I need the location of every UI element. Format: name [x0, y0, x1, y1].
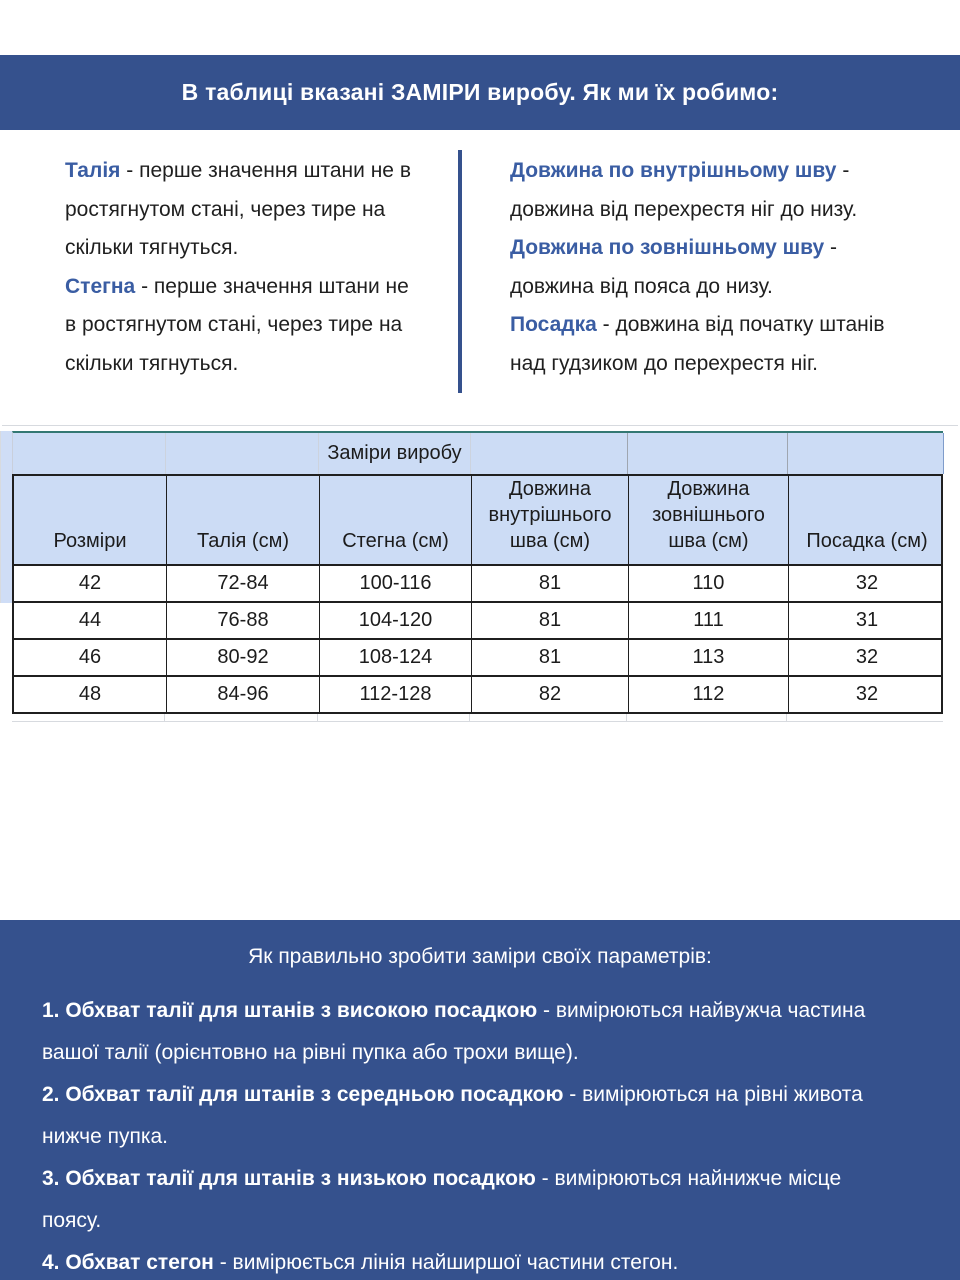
definition-text: - довжина від початку штанів [596, 313, 885, 336]
definitions-left-column [65, 152, 411, 383]
instructions-title: Як правильно зробити заміри своїх параметрів: [248, 945, 712, 968]
instruction-text: нижче пупка. [42, 1125, 168, 1148]
table-cell: 31 [855, 609, 879, 631]
column-header: Розміри [14, 476, 167, 564]
table-cell [471, 433, 628, 474]
table-body [12, 474, 943, 714]
definition-line [510, 268, 885, 307]
instruction-text: поясу. [42, 1209, 102, 1232]
instruction-line [42, 1200, 940, 1242]
table-cell [13, 433, 166, 474]
table-row [14, 677, 941, 712]
table-row [14, 640, 941, 677]
table-cell: 110 [629, 566, 789, 601]
table-cell: 32 [855, 646, 879, 668]
column-header: Посадка (см) [806, 530, 928, 552]
definition-text: - [824, 236, 838, 259]
definition-term: Довжина по зовнішньому шву [510, 236, 825, 259]
column-header: Довжина внутрішнього шва (см) [472, 476, 629, 564]
definition-text: ростягнутом стані, через тире на [65, 197, 386, 221]
instruction-line [42, 1158, 940, 1200]
table-cell: 108-124 [320, 640, 472, 675]
definition-text: - перше значення штани не [135, 274, 409, 298]
definition-text: - перше значення штани не в [120, 159, 411, 182]
table-cell: 113 [629, 640, 789, 675]
definition-line [510, 191, 885, 230]
table-cell: 46 [14, 640, 167, 675]
instruction-lead: 2. Обхват талії для штанів з середньою посадкою [42, 1083, 564, 1106]
definition-term: Довжина по внутрішньому шву [510, 159, 837, 182]
size-table [12, 431, 943, 714]
instructions-list [42, 990, 940, 1280]
definition-term: Стегна [65, 274, 136, 298]
definition-line [65, 345, 411, 384]
table-cell [628, 433, 788, 474]
table-cell: 84-96 [167, 677, 320, 712]
table-cell: 81 [472, 640, 629, 675]
definition-text: в ростягнутом стані, через тире на [65, 313, 403, 336]
definitions-right-column [510, 152, 885, 383]
definition-line [65, 306, 411, 345]
vertical-divider [458, 150, 462, 393]
table-header-row [14, 476, 941, 566]
page-title: В таблиці вказані ЗАМІРИ виробу. Як ми їх робимо: [181, 79, 779, 105]
table-cell: 80-92 [167, 640, 320, 675]
instruction-text: вашої талії (орієнтовно на рівні пупка або трохи вище). [42, 1041, 579, 1064]
table-cell: 104-120 [320, 603, 472, 638]
table-cell: 48 [14, 677, 167, 712]
instruction-line [42, 990, 940, 1032]
table-cell [788, 433, 944, 474]
table-cell: 100-116 [320, 566, 472, 601]
instruction-text: - вимірюються найнижче місце [535, 1167, 842, 1190]
instructions-band [0, 920, 960, 1280]
size-table-section [0, 425, 960, 722]
table-cell: 111 [629, 603, 789, 638]
definition-text: скільки тягнуться. [65, 351, 239, 375]
table-cell: 72-84 [167, 566, 320, 601]
instruction-lead: 1. Обхват талії для штанів з високою посадкою [42, 999, 538, 1022]
instruction-lead: 4. Обхват стегон [42, 1251, 214, 1274]
definitions-section [0, 130, 960, 425]
table-row [14, 566, 941, 603]
instruction-line [42, 1116, 940, 1158]
definition-term: Посадка [510, 313, 597, 336]
column-header: Талія (см) [167, 476, 320, 564]
definition-term: Талія [65, 159, 121, 182]
definition-line [65, 268, 411, 307]
column-header: Довжина зовнішнього шва (см) [629, 476, 789, 564]
table-row [14, 603, 941, 640]
definition-line [65, 191, 411, 230]
table-cell: 81 [472, 566, 629, 601]
definition-line [510, 306, 885, 345]
table-cell [166, 433, 319, 474]
definition-line [65, 152, 411, 191]
instruction-text: - вимірюються на рівні живота [563, 1083, 863, 1106]
column-header: Стегна (см) [320, 476, 472, 564]
instruction-line [42, 1032, 940, 1074]
definition-line [510, 345, 885, 384]
table-cell: 82 [472, 677, 629, 712]
gutter-highlight [0, 431, 12, 603]
instruction-line [42, 1074, 940, 1116]
table-cell: 44 [14, 603, 167, 638]
definition-line [65, 229, 411, 268]
table-cell: 76-88 [167, 603, 320, 638]
definition-text: скільки тягнуться. [65, 236, 239, 259]
table-cell: 32 [855, 572, 879, 594]
definition-line [510, 229, 885, 268]
instruction-text: - вимірюється лінія найширшої частини стегон. [213, 1251, 679, 1274]
spreadsheet-gutter [0, 431, 12, 714]
faint-gridline [2, 425, 958, 426]
instruction-line [42, 1242, 940, 1280]
table-cell: 112 [629, 677, 789, 712]
definition-text: довжина від перехрестя ніг до низу. [510, 197, 858, 221]
table-cell: 81 [472, 603, 629, 638]
definition-text: - [836, 159, 850, 182]
definition-text: над гудзиком до перехрестя ніг. [510, 351, 818, 375]
table-cell: 42 [14, 566, 167, 601]
faint-gridline-stubs [12, 714, 943, 722]
definition-text: довжина від пояса до низу. [510, 274, 773, 298]
table-cell: 32 [855, 683, 879, 705]
header-band [0, 55, 960, 130]
table-title-row [12, 431, 943, 474]
table-title-cell: Заміри виробу [319, 433, 471, 474]
instruction-lead: 3. Обхват талії для штанів з низькою посадкою [42, 1167, 536, 1190]
instruction-text: - вимірюються найвужча частина [537, 999, 866, 1022]
definition-line [510, 152, 885, 191]
table-cell: 112-128 [320, 677, 472, 712]
